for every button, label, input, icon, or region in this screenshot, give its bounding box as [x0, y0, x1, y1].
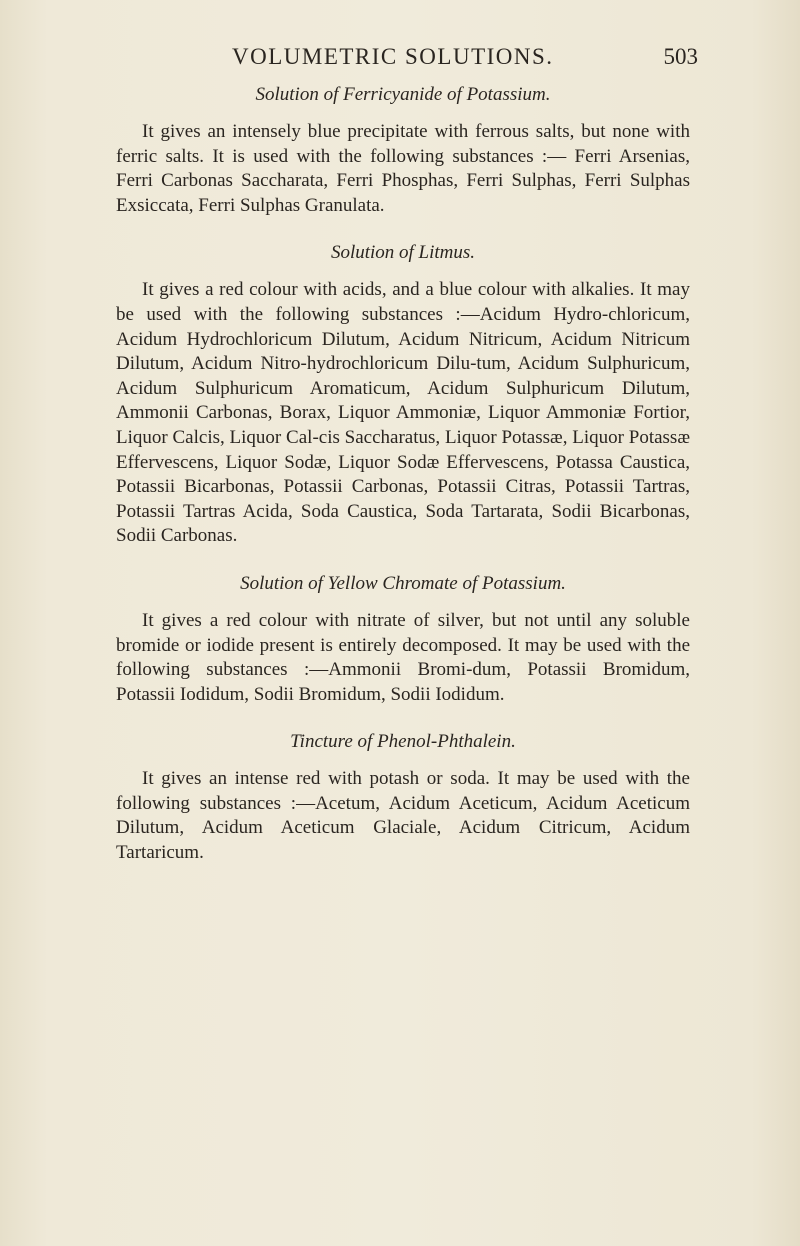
page-number: 503	[663, 44, 698, 69]
page-content	[116, 84, 690, 890]
section-paragraph: It gives a red colour with acids, and a blue colour with alkalies. It may be used with the following substances :—Acidum Hydro-chloricum, Acidum Hydrochloricum Dilutum, Acidum Nitricum, Acidum Nitricum Dilutum, Acidum Nitro-hydrochloricum Dilu-tum, Acidum Sulphuricum, Acidum Sulphuricum Aromaticum, Acidum Sulphuricum Dilutum, Ammonii Carbonas, Borax, Liquor Ammoniæ, Liquor Ammoniæ Fortior, Liquor Calcis, Liquor Cal-cis Saccharatus, Liquor Potassæ, Liquor Potassæ Effervescens, Liquor Sodæ, Liquor Sodæ Effervescens, Potassa Caustica, Potassii Bicarbonas, Potassii Carbonas, Potassii Citras, Potassii Tartras, Potassii Tartras Acida, Soda Caustica, Soda Tartarata, Sodii Bicarbonas, Sodii Carbonas.	[116, 279, 690, 547]
section-heading: Solution of Ferricyanide of Potassium.	[255, 84, 551, 105]
section-paragraph: It gives a red colour with nitrate of silver, but not until any soluble bromide or iodide present is entirely decomposed. It may be used with the following substances :—Ammonii Bromi-dum, Potassii Bromidum, Potassii Iodidum, Sodii Bromidum, Sodii Iodidum.	[116, 609, 690, 705]
section-ferricyanide	[116, 84, 690, 218]
section-phenol-phthalein	[116, 731, 690, 865]
running-title: VOLUMETRIC SOLUTIONS.	[232, 44, 554, 69]
running-header	[120, 44, 720, 74]
section-heading: Tincture of Phenol-Phthalein.	[290, 731, 516, 753]
section-yellow-chromate	[116, 573, 690, 707]
section-heading: Solution of Litmus.	[330, 242, 476, 264]
section-heading: Solution of Yellow Chromate of Potassium.	[240, 572, 566, 594]
section-paragraph: It gives an intense red with potash or soda. It may be used with the following substances :—Acetum, Acidum Aceticum, Acidum Aceticum Dilutum, Acidum Aceticum Glaciale, Acidum Citricum, Acidum Tartaricum.	[116, 768, 690, 864]
section-paragraph: It gives an intensely blue precipitate with ferrous salts, but none with ferric salts. It is used with the following substances :— Ferri Arsenias, Ferri Carbonas Saccharata, Ferri Phosphas, Ferri Sulphas, Ferri Sulphas Exsiccata, Ferri Sulphas Granulata.	[116, 121, 690, 216]
section-litmus	[116, 242, 690, 549]
